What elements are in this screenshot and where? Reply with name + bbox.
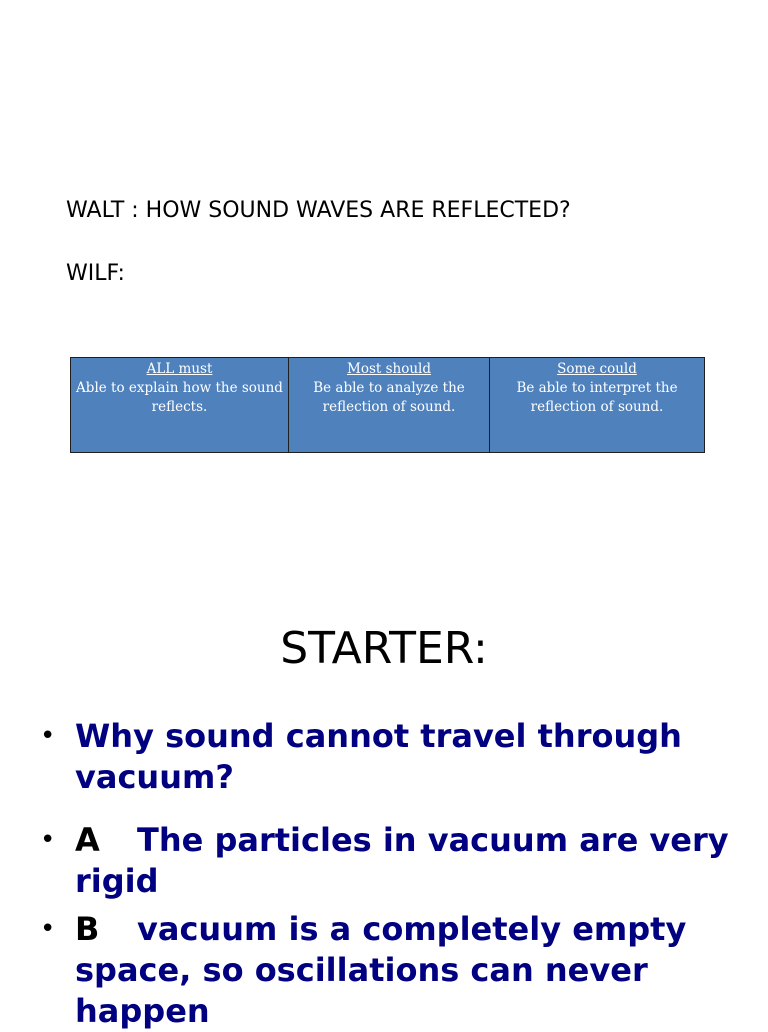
option-text: vacuum is a completely empty space, so oscillations can never happen: [75, 910, 687, 1030]
objective-text: Be able to analyze the reflection of sound.: [313, 380, 465, 415]
objective-heading: Most should: [347, 361, 431, 377]
option-b-item: [40, 909, 730, 1032]
option-a-item: [40, 820, 730, 902]
option-text: The particles in vacuum are very rigid: [75, 821, 729, 900]
bullet-icon: •: [40, 825, 56, 855]
objectives-table: [70, 357, 705, 453]
objectives-row: [71, 358, 705, 453]
bullet-icon: •: [40, 914, 56, 944]
objective-most-should: [289, 358, 490, 453]
objective-text: Able to explain how the sound reflects.: [76, 380, 283, 415]
starter-title: STARTER:: [280, 623, 488, 674]
option-letter: B: [75, 910, 100, 948]
question-text: Why sound cannot travel through vacuum?: [75, 717, 682, 796]
bullet-icon: •: [40, 721, 56, 751]
question-list: [40, 716, 730, 1032]
wilf-heading: WILF:: [66, 261, 125, 286]
question-item: [40, 716, 730, 798]
walt-heading: WALT : HOW SOUND WAVES ARE REFLECTED?: [66, 198, 571, 223]
objective-heading: Some could: [557, 361, 637, 377]
objective-some-could: [490, 358, 705, 453]
option-letter: A: [75, 821, 100, 859]
objective-text: Be able to interpret the reflection of sound.: [516, 380, 678, 415]
objective-all-must: [71, 358, 289, 453]
objective-heading: ALL must: [146, 361, 213, 377]
